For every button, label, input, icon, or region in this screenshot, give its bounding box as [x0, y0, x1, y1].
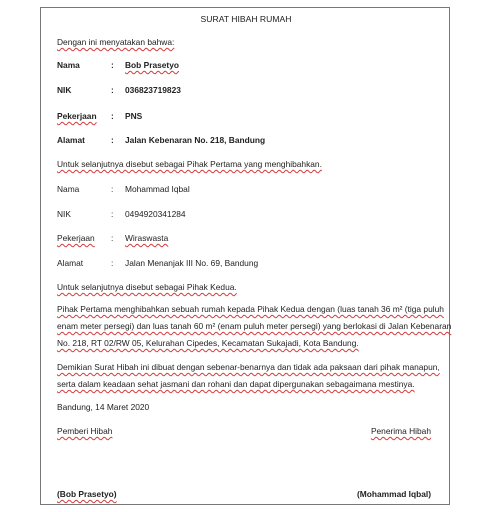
opening-line: Dengan ini menyatakan bahwa:: [57, 37, 175, 47]
paragraph1-line2: enam meter persegi) dan luas tanah 60 m² (enam puluh meter persegi) yang berlokasi di Jalan Kebenaran: [57, 321, 452, 331]
party2-address-value: Jalan Menanjak III No. 69, Bandung: [125, 258, 259, 268]
party1-name-label: Nama: [57, 60, 80, 70]
party2-job-label: Pekerjaan: [57, 233, 95, 243]
party2-address-colon: :: [111, 258, 114, 268]
party1-address-colon: :: [111, 135, 114, 145]
party1-address-value: Jalan Kebenaran No. 218, Bandung: [125, 135, 266, 145]
party2-closing: Untuk selanjutnya disebut sebagai Pihak Kedua.: [57, 282, 237, 292]
document-page: [40, 7, 450, 505]
party1-job-colon: :: [111, 111, 114, 121]
party1-name-colon: :: [111, 60, 114, 70]
place-date: Bandung, 14 Maret 2020: [57, 402, 150, 412]
party2-address-label: Alamat: [57, 258, 84, 268]
party2-nik-value: 0494920341284: [125, 209, 186, 219]
party1-name-value: Bob Prasetyo: [125, 60, 179, 70]
party2-nik-colon: :: [111, 209, 114, 219]
receiver-signature-name: (Mohammad Iqbal): [357, 489, 431, 499]
party2-name-label: Nama: [57, 184, 80, 194]
paragraph1-line3: No. 218, RT 02/RW 05, Kelurahan Cipedes, Kecamatan Sukajadi, Kota Bandung.: [57, 338, 359, 348]
party1-address-label: Alamat: [57, 135, 85, 145]
giver-signature-name: (Bob Prasetyo): [57, 489, 117, 499]
party1-job-value: PNS: [125, 111, 143, 121]
party2-name-value: Mohammad Iqbal: [125, 184, 190, 194]
receiver-role-label: Penerima Hibah: [370, 426, 431, 436]
document-title: SURAT HIBAH RUMAH: [200, 14, 292, 24]
party1-job-label: Pekerjaan: [57, 111, 97, 121]
party1-nik-value: 036823719823: [125, 85, 181, 95]
party2-name-colon: :: [111, 184, 114, 194]
party2-nik-label: NIK: [57, 209, 71, 219]
paragraph1-line1: Pihak Pertama menghibahkan sebuah rumah kepada Pihak Kedua dengan (luas tanah 36 m² (tiga puluh: [57, 304, 444, 314]
paragraph2-line2: serta dalam keadaan sehat jasmani dan rohani dan dapat dipergunakan sebagaimana mestinya.: [57, 379, 415, 389]
party2-job-value: Wiraswasta: [125, 233, 169, 243]
party1-nik-colon: :: [111, 85, 114, 95]
paragraph2-line1: Demikian Surat Hibah ini dibuat dengan sebenar-benarnya dan tidak ada paksaan dari pihak manapun,: [57, 362, 440, 372]
party1-closing: Untuk selanjutnya disebut sebagai Pihak Pertama yang menghibahkan.: [57, 159, 322, 169]
giver-role-label: Pemberi Hibah: [57, 426, 113, 436]
party1-nik-label: NIK: [57, 85, 72, 95]
party2-job-colon: :: [111, 233, 114, 243]
